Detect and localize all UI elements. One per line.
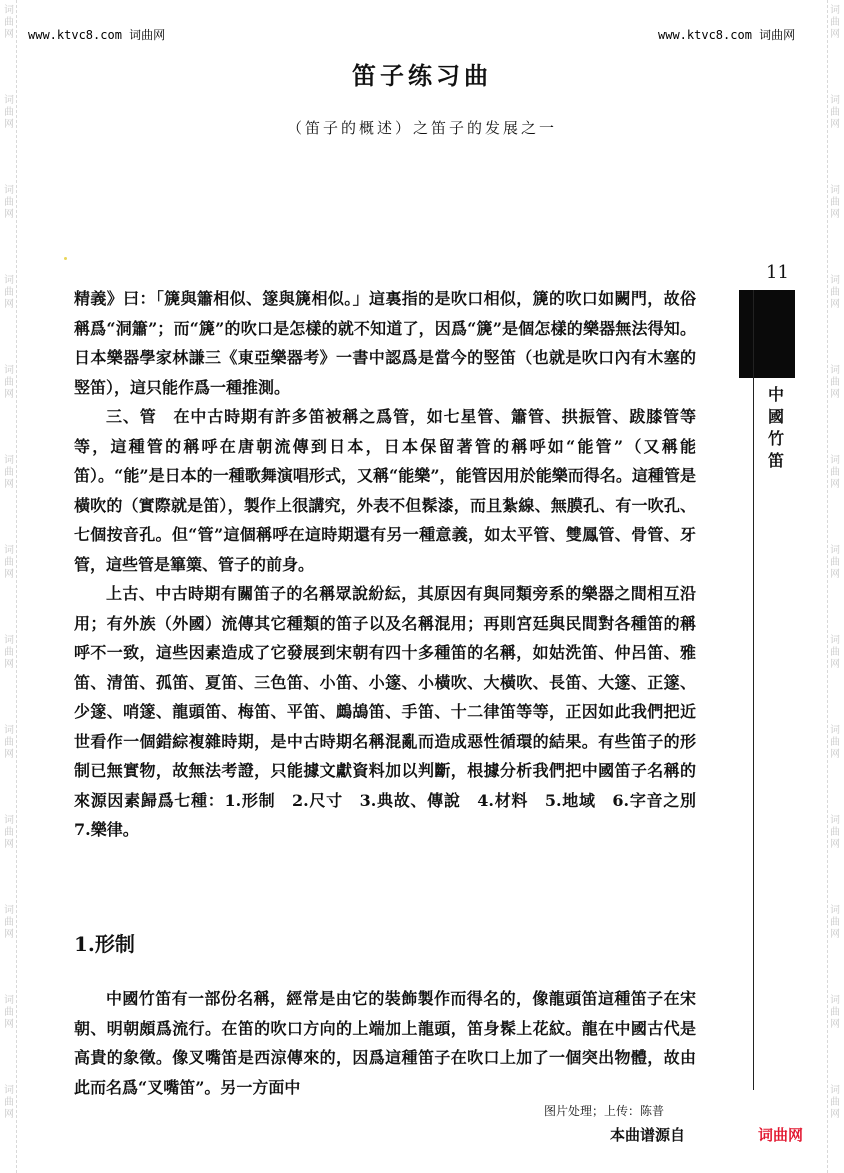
watermark-text: 词曲网 xyxy=(830,905,840,940)
page-subtitle: （笛子的概述）之笛子的发展之一 xyxy=(286,119,557,137)
source-label: 本曲谱源自 xyxy=(610,1126,686,1144)
watermark-text: 词曲网 xyxy=(830,635,840,670)
image-credit: 图片处理；上传：陈普 xyxy=(544,1104,665,1118)
watermark-text: 词曲网 xyxy=(830,275,840,310)
watermark-text: 词曲网 xyxy=(4,635,14,670)
watermark-text: 词曲网 xyxy=(4,5,14,40)
paragraph: 精義》曰：「篪與簫相似、篴與篪相似。」這裏指的是吹口相似，篪的吹口如闕門，故俗稱爲“洞簫”；而“篪”的吹口是怎樣的就不知道了，因爲“篪”是個怎樣的樂器無法得知。日本樂器學家林謙三《東亞樂器考》一書中認爲是當今的竪笛（也就是吹口內有木塞的竪笛），這只能作爲一種推測。 xyxy=(74,289,696,397)
watermark-text: 词曲网 xyxy=(830,5,840,40)
left-watermark-column xyxy=(2,0,17,1173)
watermark-text: 词曲网 xyxy=(4,545,14,580)
watermark-text: 词曲网 xyxy=(4,905,14,940)
section-heading: 1.形制 xyxy=(74,932,135,956)
watermark-text: 词曲网 xyxy=(830,185,840,220)
page-title: 笛子练习曲 xyxy=(352,61,492,90)
watermark-text: 词曲网 xyxy=(4,815,14,850)
watermark-text: 词曲网 xyxy=(830,1085,840,1120)
site-watermark-left: www.ktvc8.com 词曲网 xyxy=(28,28,166,42)
section-body xyxy=(74,984,696,1102)
chapter-tab xyxy=(739,290,795,378)
page-number: 11 xyxy=(766,262,789,283)
chapter-side-label: 中國竹笛 xyxy=(767,385,784,470)
watermark-text: 词曲网 xyxy=(4,365,14,400)
watermark-text: 词曲网 xyxy=(830,815,840,850)
watermark-text: 词曲网 xyxy=(830,725,840,760)
scan-speck xyxy=(64,257,67,260)
watermark-text: 词曲网 xyxy=(830,545,840,580)
watermark-text: 词曲网 xyxy=(4,275,14,310)
paragraph: 中國竹笛有一部份名稱，經常是由它的裝飾製作而得名的，像龍頭笛這種笛子在宋朝、明朝頗爲流行。在笛的吹口方向的上端加上龍頭，笛身髹上花紋。龍在中國古代是高貴的象徵。像叉嘴笛是西涼傳來的，因爲這種笛子在吹口上加了一個突出物體，故由此而名爲“叉嘴笛”。另一方面中 xyxy=(74,989,696,1097)
brand-label: 词曲网 xyxy=(758,1126,804,1144)
paragraph: 上古、中古時期有關笛子的名稱眾說紛紜，其原因有與同類旁系的樂器之間相互沿用；有外族（外國）流傳其它種類的笛子以及名稱混用；再則宮廷與民間對各種笛的稱呼不一致，這些因素造成了它發展到宋朝有四十多種笛的名稱，如姑洗笛、仲呂笛、雅笛、清笛、孤笛、夏笛、三色笛、小笛、小篴、小橫吹、大橫吹、長笛、大篴、正篴、少篴、哨篴、龍頭笛、梅笛、平笛、鷓鴣笛、手笛、十二律笛等等，正因如此我們把近世看作一個錯綜複雜時期，是中古時期名稱混亂而造成惡性循環的結果。有些笛子的形制已無實物，故無法考證，只能據文獻資料加以判斷，根據分析我們把中國笛子名稱的來源因素歸爲七種：1.形制 2.尺寸 3.典故、傳說 4.材料 5.地域 6.字音之別 7.樂律。 xyxy=(74,584,713,839)
watermark-text: 词曲网 xyxy=(4,95,14,130)
watermark-text: 词曲网 xyxy=(4,185,14,220)
body-text xyxy=(74,284,713,845)
watermark-text: 词曲网 xyxy=(4,995,14,1030)
site-watermark-right: www.ktvc8.com 词曲网 xyxy=(658,28,796,42)
watermark-text: 词曲网 xyxy=(4,455,14,490)
watermark-text: 词曲网 xyxy=(830,455,840,490)
watermark-text: 词曲网 xyxy=(830,365,840,400)
right-watermark-column xyxy=(827,0,842,1173)
watermark-text: 词曲网 xyxy=(830,95,840,130)
watermark-text: 词曲网 xyxy=(4,1085,14,1120)
margin-rule xyxy=(753,290,754,1090)
watermark-text: 词曲网 xyxy=(4,725,14,760)
paragraph: 三、管 在中古時期有許多笛被稱之爲管，如七星管、簫管、拱振管、跋膝管等等，這種管的稱呼在唐朝流傳到日本，日本保留著管的稱呼如“能管”（又稱能笛）。“能”是日本的一種歌舞演唱形式，又稱“能樂”，能管因用於能樂而得名。這種管是橫吹的（實際就是笛），製作上很講究，外表不但髹漆，而且紮線、無膜孔、有一吹孔、七個按音孔。但“管”這個稱呼在這時期還有另一種意義，如太平管、雙鳳管、骨管、牙管，這些管是篳篥、管子的前身。 xyxy=(74,407,696,574)
watermark-text: 词曲网 xyxy=(830,995,840,1030)
